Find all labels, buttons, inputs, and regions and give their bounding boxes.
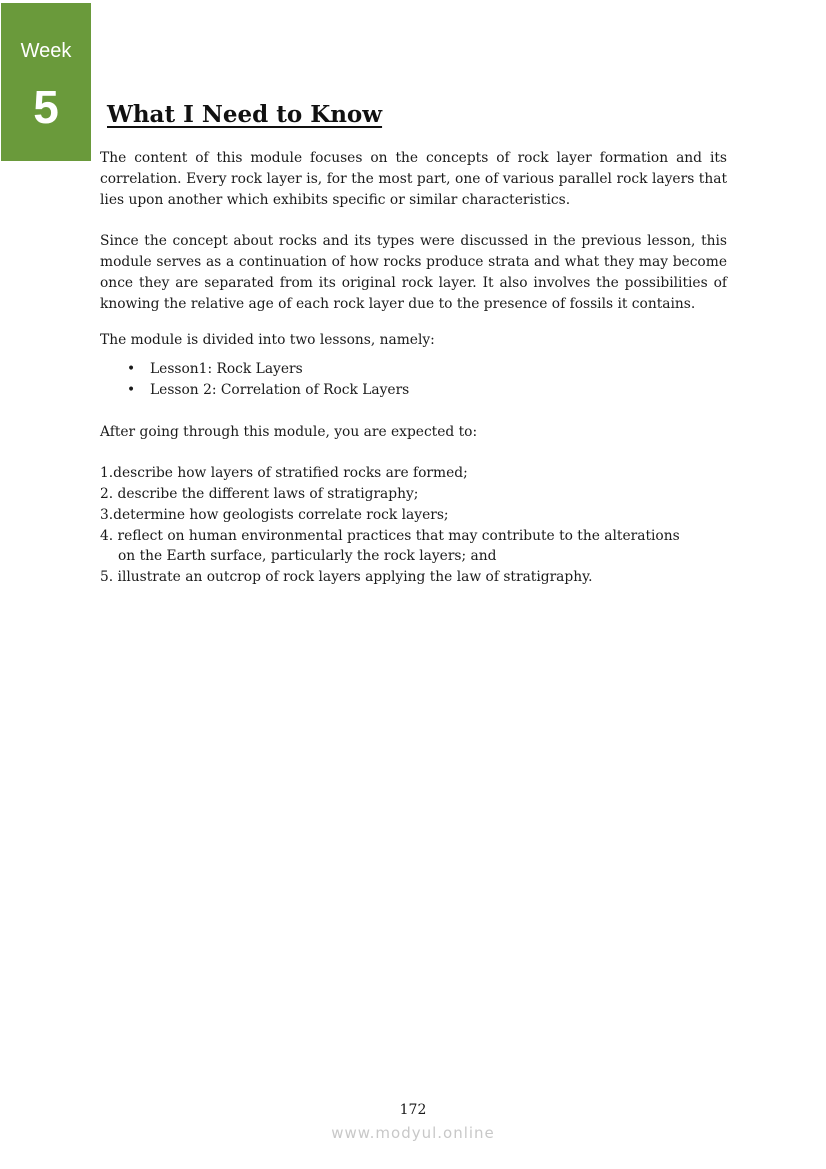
list-item: 5. illustrate an outcrop of rock layers applying the law of stratigraphy. — [100, 569, 593, 586]
bullet-icon: • — [127, 361, 136, 378]
week-badge — [1, 3, 91, 161]
list-item — [100, 359, 727, 380]
watermark: www.modyul.online — [331, 1124, 495, 1142]
expectations-intro: After going through this module, you are expected to: — [100, 423, 478, 440]
list-item — [100, 380, 727, 401]
page-number: 172 — [399, 1102, 427, 1118]
week-label: Week — [20, 40, 72, 62]
lesson-label: Lesson 2: Correlation of Rock Layers — [150, 381, 410, 398]
continuation-paragraph: Since the concept about rocks and its types were discussed in the previous lesson, this module serves as a continuation of how rocks produce strata and what they may become once they are separated from its original rock layer. It also involves the possibilities of knowing the relative age of each rock layer due to the presence of fossils it contains. — [100, 233, 727, 312]
list-item: 3.determine how geologists correlate rock layers; — [100, 506, 449, 523]
list-item: 4. reflect on human environmental practices that may contribute to the alterations — [100, 527, 680, 544]
lesson-label: Lesson1: Rock Layers — [150, 361, 303, 378]
lesson-list — [100, 359, 727, 401]
bullet-icon: • — [127, 381, 136, 398]
objectives-list — [100, 463, 727, 588]
lessons-intro: The module is divided into two lessons, namely: — [100, 332, 435, 349]
intro-paragraph: The content of this module focuses on the concepts of rock layer formation and its correlation. Every rock layer is, for the most part, one of various parallel rock layers that lies upon another which exhibits specific or similar characteristics. — [100, 150, 727, 208]
week-number: 5 — [33, 81, 59, 133]
section-heading: What I Need to Know — [107, 101, 383, 128]
list-item-continuation: on the Earth surface, particularly the rock layers; and — [118, 548, 497, 565]
list-item: 1.describe how layers of stratified rocks are formed; — [100, 465, 468, 482]
list-item: 2. describe the different laws of stratigraphy; — [100, 485, 419, 502]
module-content — [100, 148, 727, 588]
